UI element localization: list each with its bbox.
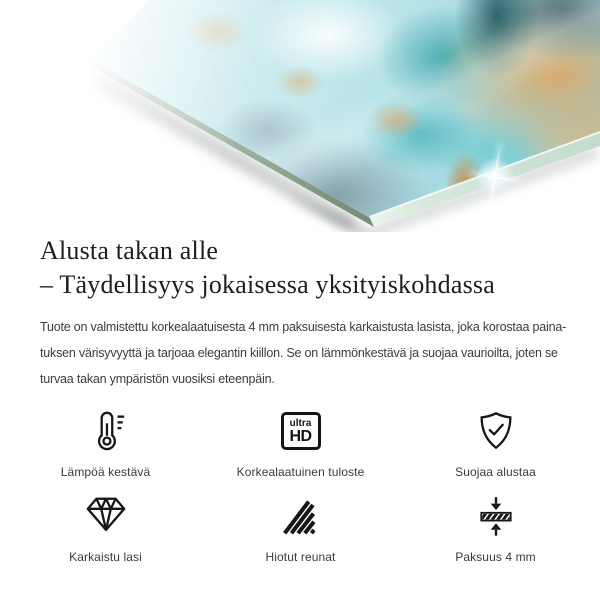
description-line: turvaa takan ympäristön vuosiksi eteenpäin. (40, 372, 275, 386)
feature-label: Paksuus 4 mm (455, 550, 536, 564)
feature-label: Lämpöä kestävä (60, 465, 151, 479)
product-photo (0, 0, 600, 232)
diamond-icon (83, 493, 129, 539)
section-title (40, 234, 560, 302)
section-description (40, 314, 567, 392)
feature-label: Suojaa alustaa (455, 465, 536, 479)
section-title-line1: Alusta takan alle (40, 236, 219, 265)
feature-label: Karkaistu lasi (69, 550, 142, 564)
feature-label: Hiotut reunat (265, 550, 336, 564)
feature-item-tempered-glass (8, 493, 203, 564)
photo-white-fade (0, 0, 600, 232)
description-line: tuksen värisyvyyttä ja tarjoaa elegantin kiillon. Se on lämmönkestävä ja suojaa vaurioilta, joten se (40, 346, 558, 360)
feature-item-high-quality-print (203, 408, 398, 479)
section-title-line2: – Täydellisyys jokaisessa yksityiskohdassa (40, 270, 495, 299)
feature-item-protects-base (398, 408, 593, 479)
description-line: Tuote on valmistettu korkealaatuisesta 4 mm paksuisesta karkaistusta lasista, joka korostaa paina- (40, 320, 567, 334)
ultra-hd-icon: ultra HD (281, 408, 321, 454)
feature-item-polished-edges (203, 493, 398, 564)
feature-label: Korkealaatuinen tuloste (236, 465, 365, 479)
feature-grid (0, 408, 600, 564)
shield-check-icon (474, 408, 518, 454)
thermometer-icon (83, 408, 129, 454)
feature-item-heat-resistant (8, 408, 203, 479)
polished-edges-icon (278, 493, 324, 539)
thickness-icon (474, 493, 518, 539)
feature-item-thickness (398, 493, 593, 564)
